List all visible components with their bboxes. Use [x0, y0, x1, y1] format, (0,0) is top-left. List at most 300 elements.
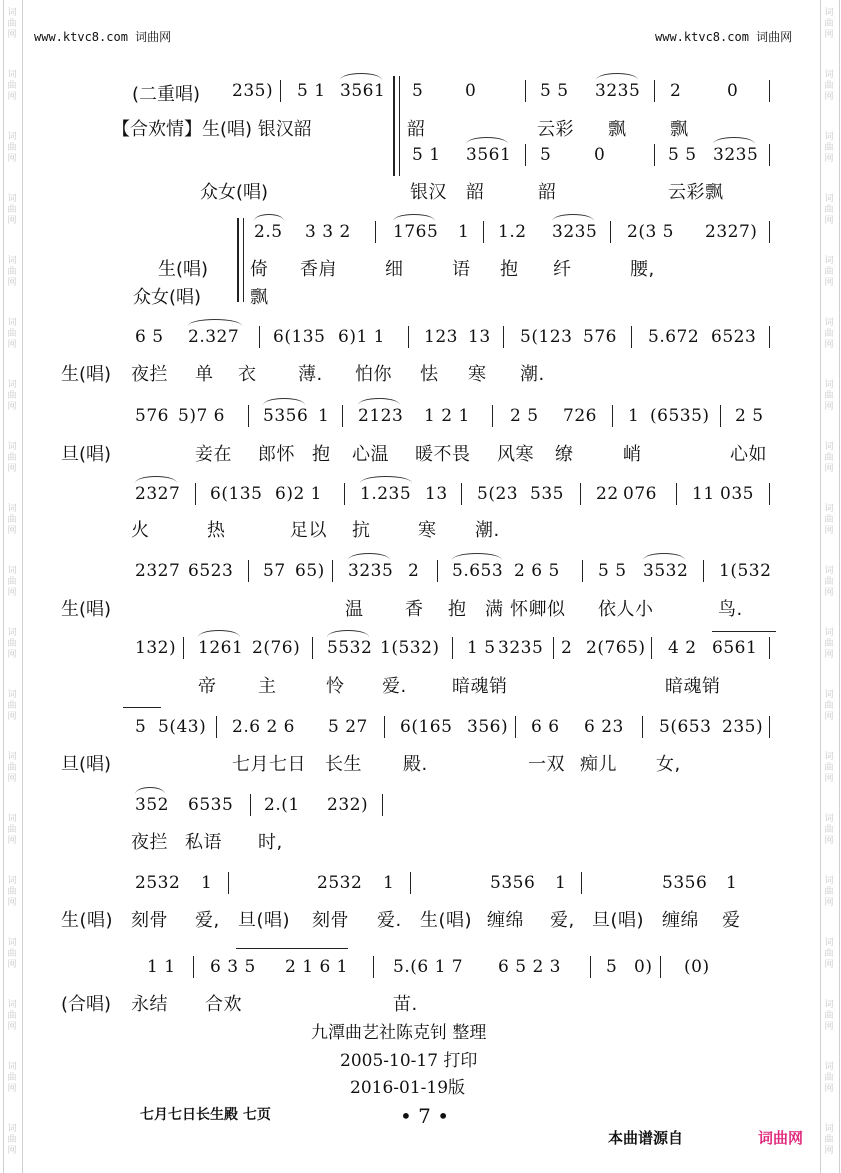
watermark-text: 词 曲 网 — [824, 876, 834, 908]
header-site-right[interactable]: www.ktvc8.com 词曲网 — [655, 30, 793, 44]
lyric: 韶 — [538, 182, 557, 203]
note-group: 1(532 — [719, 561, 772, 581]
slur — [360, 476, 412, 483]
note-group: 1261 — [198, 638, 244, 658]
note-group: 6)1 1 — [338, 327, 385, 347]
note-group: 1 5 — [467, 638, 496, 658]
watermark-text: 词 曲 网 — [7, 318, 17, 350]
slur — [452, 553, 502, 560]
watermark-text: 词 曲 网 — [824, 504, 834, 536]
lyric: 飘 — [670, 119, 689, 140]
note-group: 3235 — [552, 222, 598, 242]
note-group: 6 5 — [135, 327, 164, 347]
barline — [654, 144, 655, 166]
note-group: 123 — [424, 327, 458, 347]
lyric: 爱, — [195, 910, 220, 931]
barline — [452, 637, 453, 659]
lyric: 刻骨 — [312, 910, 349, 931]
barline — [375, 221, 376, 243]
note-group: 13 — [425, 484, 448, 504]
note-group: 6 6 — [531, 717, 560, 737]
watermark-text: 词 曲 网 — [824, 566, 834, 598]
barline — [193, 956, 194, 978]
slur — [340, 73, 382, 80]
lyric: 抱 — [448, 599, 467, 620]
note-group: 356) — [467, 717, 509, 737]
barline — [248, 405, 249, 427]
note-group: 0) — [634, 957, 653, 977]
note-group: 1765 — [393, 222, 439, 242]
note-group: 6(135 — [210, 484, 263, 504]
note-group: 2327 — [135, 561, 181, 581]
note-group: 576 — [135, 406, 169, 426]
slur — [135, 787, 165, 794]
note-group: 3 3 2 — [305, 222, 351, 242]
male-label: 生(唱) — [158, 259, 209, 280]
note-group: 2532 — [317, 873, 363, 893]
note-group: 2 — [670, 81, 682, 101]
slur — [552, 214, 594, 221]
note-group: 5532 — [327, 638, 373, 658]
slur — [713, 137, 755, 144]
note-group: 13 — [468, 327, 491, 347]
lyric: 夜拦 — [131, 364, 168, 385]
brace-bar — [393, 76, 395, 176]
lyric: 永结 — [131, 994, 168, 1015]
watermark-text: 词 曲 网 — [824, 938, 834, 970]
version-date: 2016-01-19版 — [350, 1078, 466, 1098]
lyric: 爱. — [377, 910, 402, 931]
lyric: 热 — [207, 520, 226, 541]
note-group: 1 — [201, 873, 213, 893]
barline — [676, 483, 677, 505]
lyric: 温 — [345, 599, 364, 620]
note-group: 2532 — [135, 873, 181, 893]
source-label: 本曲谱源自 — [608, 1129, 684, 1147]
note-group: 6(135 — [273, 327, 326, 347]
note-group: 0 — [594, 145, 606, 165]
barline — [195, 483, 196, 505]
lyric: 郎怀 — [258, 444, 295, 465]
lyric: 刻骨 — [131, 910, 168, 931]
barline — [580, 483, 581, 505]
lyric: 云彩飘 — [668, 182, 724, 203]
watermark-text: 词 曲 网 — [824, 318, 834, 350]
lyric: 腰, — [630, 259, 655, 280]
barline — [553, 637, 554, 659]
note-group: 6)2 1 — [275, 484, 322, 504]
watermark-text: 词 曲 网 — [7, 752, 17, 784]
note-group: 6561 — [712, 638, 758, 658]
note-group: 6523 — [188, 561, 234, 581]
male-label: 生(唱) — [420, 910, 473, 931]
slur — [254, 214, 284, 221]
barline — [769, 221, 770, 243]
lyric: 暖不畏 — [415, 444, 471, 465]
lyric: 潮. — [520, 364, 545, 385]
male-label: 生(唱) — [61, 364, 112, 385]
slur — [348, 553, 390, 560]
note-group: (0) — [684, 957, 710, 977]
note-group: 1 — [318, 406, 330, 426]
note-group: 0 — [727, 81, 739, 101]
watermark-text: 词 曲 网 — [7, 256, 17, 288]
note-group: 5 — [606, 957, 618, 977]
watermark-text: 词 曲 网 — [824, 194, 834, 226]
note-group: 2327) — [705, 222, 758, 242]
lyric: 单 — [195, 364, 214, 385]
note-group: 235) — [232, 81, 274, 101]
note-group: 132) — [135, 638, 177, 658]
lyric: 潮. — [475, 520, 500, 541]
lyric: 风寒 — [497, 444, 534, 465]
lyric: 缠绵 — [662, 910, 699, 931]
watermark-text: 词 曲 网 — [824, 752, 834, 784]
note-group: 3561 — [340, 81, 386, 101]
lyric: 一双 — [528, 754, 565, 775]
chorus-label: 众女(唱) — [200, 182, 269, 203]
watermark-text: 词 曲 网 — [824, 1000, 834, 1032]
lyric: 怕你 — [355, 364, 392, 385]
lyric: 薄. — [298, 364, 323, 385]
barline — [720, 405, 721, 427]
note-group: 726 — [563, 406, 597, 426]
note-group: 5 27 — [328, 717, 368, 737]
section-label: 【合欢情】生(唱) 银汉韶 — [112, 119, 312, 140]
note-group: 5 5 — [598, 561, 627, 581]
lyric: 妾在 — [195, 444, 232, 465]
lyric: 主 — [258, 676, 277, 697]
barline — [769, 326, 770, 348]
lyric: 痴儿 — [580, 754, 617, 775]
note-group: 5 5 — [668, 145, 697, 165]
watermark-text: 词 曲 网 — [7, 814, 17, 846]
barline — [483, 221, 484, 243]
lyric: 语 — [452, 259, 471, 280]
note-group: 57 — [263, 561, 286, 581]
note-group: 2 — [408, 561, 420, 581]
watermark-text: 词 曲 网 — [824, 628, 834, 660]
note-group: 1 — [555, 873, 567, 893]
watermark-text: 词 曲 网 — [7, 690, 17, 722]
barline — [703, 560, 704, 582]
note-group: 5 1 — [297, 81, 326, 101]
note-group: 2327 — [135, 484, 181, 504]
barline — [250, 794, 251, 816]
note-group: 1 — [458, 222, 470, 242]
chorus-label: (合唱) — [61, 994, 112, 1015]
lyric: 怀卿似 — [510, 599, 566, 620]
note-group: 2.6 2 6 — [232, 717, 295, 737]
barline — [248, 560, 249, 582]
note-group: 076 — [623, 484, 657, 504]
lyric: 火 — [131, 520, 150, 541]
barline — [312, 637, 313, 659]
watermark-text: 词 曲 网 — [824, 256, 834, 288]
brace-bar-thin — [399, 76, 400, 176]
lyric: 抱 — [500, 259, 519, 280]
lyric: 足以 — [290, 520, 327, 541]
female-label: 旦(唱) — [238, 910, 291, 931]
note-group: 2(3 5 — [627, 222, 674, 242]
lyric: 爱, — [550, 910, 575, 931]
note-group: 2.(1 — [264, 795, 300, 815]
note-group: 2 — [561, 638, 573, 658]
lyric: 暗魂销 — [665, 676, 721, 697]
watermark-text: 词 曲 网 — [7, 566, 17, 598]
male-label: 生(唱) — [61, 599, 112, 620]
barline — [769, 637, 770, 659]
barline — [769, 144, 770, 166]
brace-bar — [237, 218, 239, 302]
note-group: 1(532) — [380, 638, 440, 658]
arranger-credit: 九潭曲艺社陈克钊 整理 — [311, 1023, 487, 1043]
note-group: 6 5 2 3 — [498, 957, 561, 977]
lyric: 合欢 — [205, 994, 242, 1015]
lyric: 寒 — [418, 520, 437, 541]
lyric: 女, — [656, 754, 681, 775]
note-group: 65) — [295, 561, 325, 581]
lyric: 寒 — [468, 364, 487, 385]
note-group: 2.327 — [188, 327, 240, 347]
female-label: 旦(唱) — [61, 754, 112, 775]
barline — [631, 326, 632, 348]
lyric: 殿. — [403, 754, 428, 775]
barline — [651, 637, 652, 659]
watermark-text: 词 曲 网 — [824, 1062, 834, 1094]
watermark-text: 词 曲 网 — [7, 194, 17, 226]
note-group: 4 2 — [668, 638, 697, 658]
lyric: 飘 — [608, 119, 627, 140]
note-group: 3532 — [643, 561, 689, 581]
barline — [590, 956, 591, 978]
watermark-text: 词 曲 网 — [824, 442, 834, 474]
barline — [408, 326, 409, 348]
watermark-text: 词 曲 网 — [7, 442, 17, 474]
note-group: 235) — [722, 717, 764, 737]
lyric: 香肩 — [300, 259, 337, 280]
slur — [135, 476, 177, 483]
source-brand-link[interactable]: 词曲网 — [758, 1129, 804, 1147]
barline — [582, 560, 583, 582]
note-group: 5 5 — [540, 81, 569, 101]
lyric: 银汉 — [410, 182, 447, 203]
lyric: 心如 — [730, 444, 767, 465]
note-group: 1 — [628, 406, 640, 426]
lyric: 缭 — [555, 444, 574, 465]
watermark-text: 词 曲 网 — [7, 8, 17, 40]
note-group: 6(165 — [400, 717, 453, 737]
slur — [643, 553, 685, 560]
note-group: 1 1 — [147, 957, 176, 977]
note-group: 1 — [726, 873, 738, 893]
barline — [769, 483, 770, 505]
lyric: 心温 — [352, 444, 389, 465]
note-group: 6535 — [188, 795, 234, 815]
note-group: 2123 — [358, 406, 404, 426]
lyric: 峭 — [623, 444, 642, 465]
barline — [332, 560, 333, 582]
note-group: 1 — [383, 873, 395, 893]
lyric: 暗魂销 — [452, 676, 508, 697]
barline — [525, 144, 526, 166]
note-group: 6 23 — [584, 717, 624, 737]
barline — [344, 483, 345, 505]
note-group: 2 5 — [735, 406, 764, 426]
slur — [466, 137, 508, 144]
note-group: 6523 — [711, 327, 757, 347]
note-group: 22 — [596, 484, 619, 504]
lyric: 鸟. — [718, 599, 743, 620]
note-group: 3235 — [348, 561, 394, 581]
watermark-text: 词 曲 网 — [7, 132, 17, 164]
watermark-text: 词 曲 网 — [7, 938, 17, 970]
note-group: 5 — [412, 81, 424, 101]
barline — [660, 956, 661, 978]
note-group: 5.(6 1 7 — [393, 957, 464, 977]
watermark-text: 词 曲 网 — [7, 380, 17, 412]
note-group: 5356 — [490, 873, 536, 893]
lyric: 爱 — [722, 910, 741, 931]
barline — [492, 405, 493, 427]
lyric: 纤 — [553, 259, 572, 280]
watermark-text: 词 曲 网 — [824, 8, 834, 40]
lyric: 云彩 — [537, 119, 574, 140]
slur — [198, 630, 240, 637]
lyric: 飘 — [250, 287, 269, 308]
slur — [358, 398, 400, 405]
tie-line — [123, 707, 161, 708]
barline — [342, 405, 343, 427]
note-group: 035 — [720, 484, 754, 504]
header-site-left[interactable]: www.ktvc8.com 词曲网 — [34, 30, 172, 44]
note-group: 5(23 — [477, 484, 519, 504]
note-group: 2(76) — [252, 638, 301, 658]
lyric: 抱 — [312, 444, 331, 465]
lyric: 帝 — [198, 676, 217, 697]
slur — [263, 398, 305, 405]
note-group: 5 1 — [412, 145, 441, 165]
lyric: 怯 — [420, 364, 439, 385]
note-group: 1.235 — [360, 484, 412, 504]
note-group: 2.5 — [254, 222, 283, 242]
note-group: (6535) — [650, 406, 710, 426]
note-group: 5.653 — [452, 561, 504, 581]
lyric: 倚 — [250, 259, 269, 280]
watermark-text: 词 曲 网 — [824, 70, 834, 102]
note-group: 5 — [540, 145, 552, 165]
note-group: 5(43) — [158, 717, 207, 737]
note-group: 5356 — [263, 406, 309, 426]
lyric: 依人小 — [598, 599, 654, 620]
footer-title: 七月七日长生殿 七页 — [140, 1107, 271, 1123]
note-group: 11 — [692, 484, 715, 504]
page-number: • 7 • — [400, 1104, 450, 1128]
note-group: 5.672 — [648, 327, 700, 347]
female-label: 旦(唱) — [592, 910, 645, 931]
note-group: 5)7 6 — [178, 406, 225, 426]
tie-line — [236, 948, 348, 949]
lyric: 爱. — [382, 676, 407, 697]
watermark-text: 词 曲 网 — [7, 504, 17, 536]
lyric: 夜拦 — [131, 832, 168, 853]
barline — [654, 80, 655, 102]
slur — [596, 73, 638, 80]
tie-line — [712, 631, 776, 632]
watermark-text: 词 曲 网 — [7, 1124, 17, 1156]
watermark-text: 词 曲 网 — [824, 380, 834, 412]
lyric: 韶 — [407, 119, 426, 140]
chorus-label: 众女(唱) — [133, 287, 202, 308]
barline — [769, 80, 770, 102]
barline — [610, 221, 611, 243]
note-group: 3561 — [466, 145, 512, 165]
barline — [183, 637, 184, 659]
duet-label: (二重唱) — [132, 84, 201, 105]
slur — [393, 214, 435, 221]
note-group: 2 6 5 — [514, 561, 560, 581]
print-date: 2005-10-17 打印 — [340, 1051, 478, 1071]
note-group: 5(653 — [659, 717, 712, 737]
lyric: 苗. — [393, 994, 418, 1015]
note-group: 1.2 — [498, 222, 527, 242]
watermark-text: 词 曲 网 — [824, 1124, 834, 1156]
slur — [327, 630, 369, 637]
watermark-text: 词 曲 网 — [7, 628, 17, 660]
note-group: 2 5 — [510, 406, 539, 426]
note-group: 6 3 5 — [210, 957, 256, 977]
lyric: 私语 — [185, 832, 222, 853]
barline — [216, 716, 217, 738]
brace-bar-thin — [243, 218, 244, 302]
barline — [373, 956, 374, 978]
watermark-text: 词 曲 网 — [7, 1000, 17, 1032]
watermark-text: 词 曲 网 — [7, 1062, 17, 1094]
barline — [280, 80, 281, 102]
watermark-text: 词 曲 网 — [824, 690, 834, 722]
watermark-text: 词 曲 网 — [824, 132, 834, 164]
barline — [612, 405, 613, 427]
note-group: 352 — [135, 795, 169, 815]
barline — [503, 326, 504, 348]
note-group: 0 — [465, 81, 477, 101]
lyric: 韶 — [466, 182, 485, 203]
barline — [228, 872, 229, 894]
note-group: 535 — [530, 484, 564, 504]
note-group: 3235 — [713, 145, 759, 165]
lyric: 满 — [485, 599, 504, 620]
note-group: 5(123 — [520, 327, 573, 347]
note-group: 1 2 1 — [424, 406, 470, 426]
lyric: 衣 — [238, 364, 257, 385]
barline — [642, 716, 643, 738]
barline — [515, 716, 516, 738]
note-group: 5356 — [662, 873, 708, 893]
barline — [461, 483, 462, 505]
barline — [410, 872, 411, 894]
lyric: 时, — [258, 832, 283, 853]
note-group: 3235 — [498, 638, 544, 658]
lyric: 抗 — [352, 520, 371, 541]
lyric: 细 — [385, 259, 404, 280]
barline — [581, 872, 582, 894]
barline — [259, 326, 260, 348]
barline — [384, 716, 385, 738]
note-group: 2 1 6 1 — [285, 957, 348, 977]
watermark-text: 词 曲 网 — [7, 876, 17, 908]
slur — [188, 319, 242, 326]
note-group: 3235 — [595, 81, 641, 101]
